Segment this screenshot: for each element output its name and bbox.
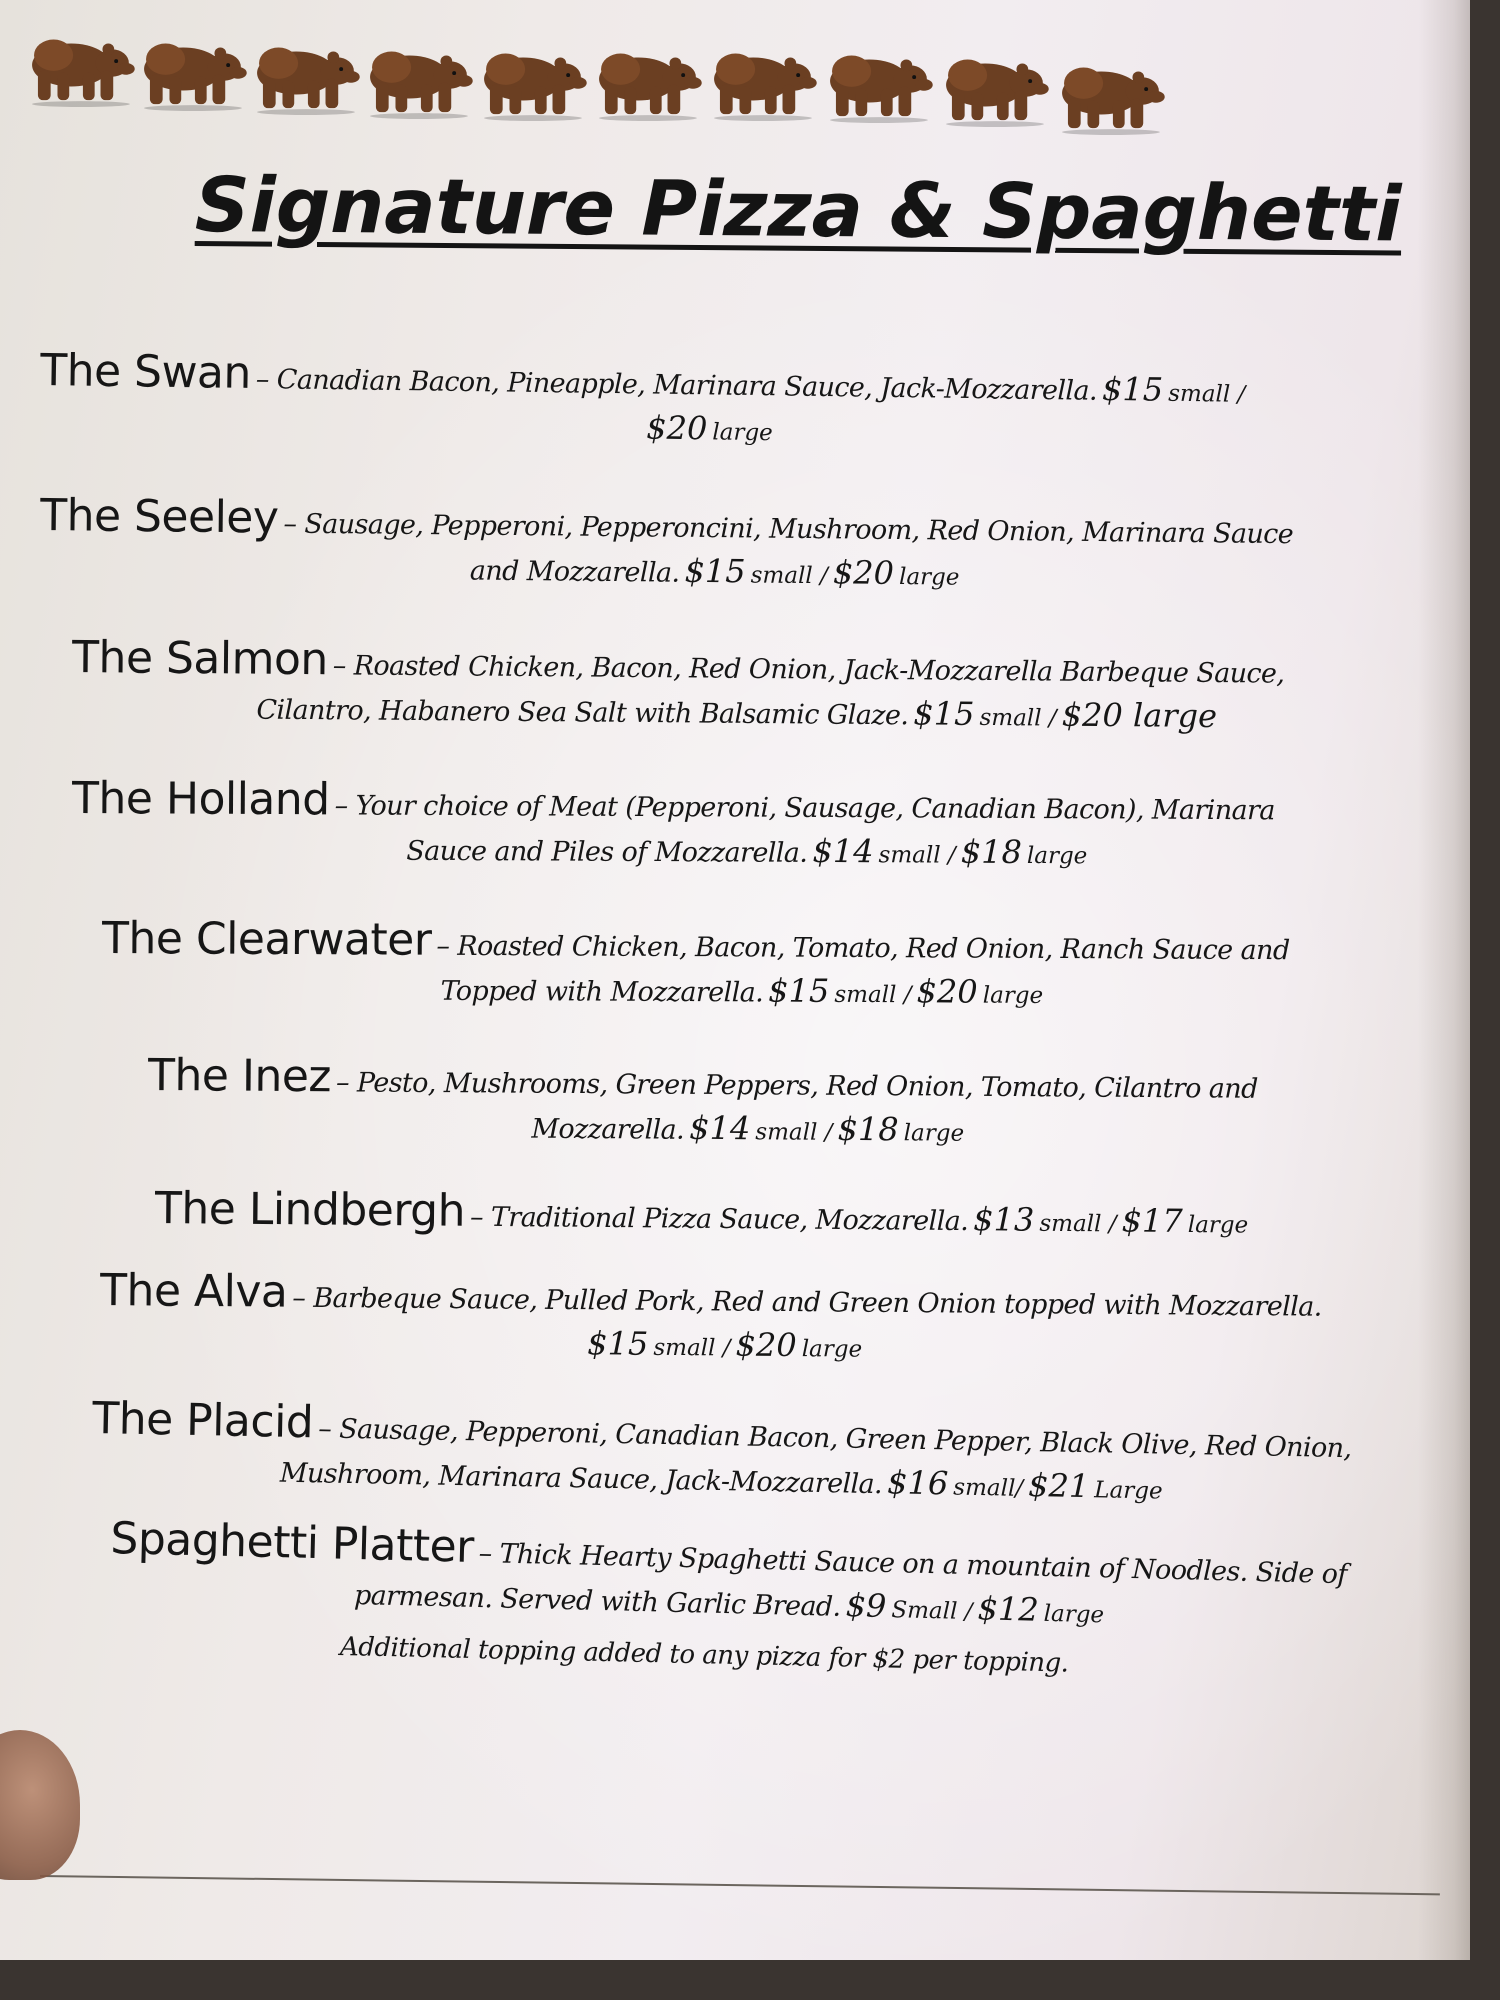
size-large-label: large	[1026, 843, 1088, 870]
dash: –	[283, 508, 305, 540]
item-description: Canadian Bacon, Pineapple, Marinara Sauce, Jack-Mozzarella.	[276, 364, 1098, 407]
item-description: Your choice of Meat (Pepperoni, Sausage, Canadian Bacon), Marinara	[355, 790, 1275, 827]
page-title: Signature Pizza & Spaghetti	[194, 160, 1402, 259]
item-description: Traditional Pizza Sauce, Mozzarella.	[490, 1201, 969, 1238]
menu-item	[72, 632, 1363, 736]
page-bottom-border	[40, 1875, 1440, 1895]
size-small-label: small /	[755, 1119, 833, 1146]
item-description: Sausage, Pepperoni, Canadian Bacon, Green Pepper, Black Olive, Red Onion,	[338, 1413, 1352, 1465]
size-small-label: small /	[878, 842, 956, 869]
item-description: Roasted Chicken, Bacon, Red Onion, Jack-Mozzarella Barbeque Sauce,	[353, 650, 1285, 690]
item-description: Barbeque Sauce, Pulled Pork, Red and Green Onion topped with Mozzarella.	[313, 1282, 1322, 1323]
size-large-label: Large	[1094, 1477, 1163, 1505]
menu-item-line2	[102, 968, 1362, 1013]
price-small: $14	[812, 831, 874, 871]
item-name: The Salmon	[71, 632, 329, 686]
menu-item-line1	[148, 1050, 1348, 1109]
bear-icon	[934, 40, 1052, 128]
dash: –	[255, 364, 277, 396]
item-name: The Seeley	[39, 490, 279, 544]
size-small-label: small /	[653, 1334, 731, 1362]
item-description: Thick Hearty Spaghetti Sauce on a mountain of Noodles. Side of	[499, 1538, 1348, 1591]
size-small-label: small/	[953, 1474, 1024, 1502]
price-large: $20	[735, 1325, 797, 1365]
price-large: $12	[977, 1589, 1040, 1629]
menu-item-line2	[72, 687, 1362, 736]
menu-item-line2	[100, 1320, 1350, 1369]
size-small-label: small /	[1168, 380, 1246, 408]
bear-icon	[472, 34, 590, 122]
size-large-label: large	[1187, 1212, 1249, 1239]
menu-item	[39, 345, 1360, 456]
menu-item	[102, 913, 1362, 1013]
price-large: $18	[960, 832, 1022, 871]
price-small: $16	[886, 1463, 949, 1503]
price-small: $15	[684, 551, 746, 591]
bear-icon	[1050, 48, 1168, 136]
menu-item-line1	[72, 773, 1362, 831]
menu-item-line2	[72, 828, 1362, 873]
item-description: Mozzarella.	[531, 1113, 685, 1146]
menu-item	[148, 1050, 1349, 1151]
size-small-label: small /	[979, 704, 1057, 732]
item-name: The Inez	[147, 1050, 332, 1103]
price-large: $20	[645, 408, 708, 448]
bear-icon	[245, 28, 363, 116]
menu-item	[40, 490, 1361, 597]
item-name: The Clearwater	[101, 913, 432, 966]
price-small: $14	[689, 1108, 751, 1148]
item-name: The Lindbergh	[154, 1183, 466, 1237]
menu-item-line2	[40, 545, 1360, 597]
price-small: $15	[768, 971, 830, 1010]
item-name: The Swan	[39, 345, 252, 399]
bear-icon	[358, 32, 476, 120]
size-large-label: large	[982, 982, 1044, 1009]
item-description: Topped with Mozzarella.	[440, 975, 764, 1009]
menu-item-line1	[102, 913, 1362, 971]
item-name: The Holland	[71, 773, 330, 826]
dash: –	[469, 1201, 492, 1233]
bear-icon	[702, 34, 820, 122]
bear-icon	[132, 24, 250, 112]
item-name: Spaghetti Platter	[109, 1513, 475, 1573]
page-edge-shadow	[1418, 0, 1470, 1960]
menu-item-line1	[100, 1265, 1350, 1327]
menu-item	[155, 1183, 1355, 1244]
dash: –	[292, 1282, 314, 1314]
bear-border	[20, 20, 1360, 140]
item-description: Roasted Chicken, Bacon, Tomato, Red Onion, Ranch Sauce and	[457, 930, 1290, 967]
dash: –	[436, 930, 458, 962]
price-small: $15	[1101, 369, 1164, 409]
menu-item-line1	[72, 632, 1362, 694]
item-description: and Mozzarella.	[469, 555, 680, 589]
menu-item	[109, 1513, 1351, 1636]
size-small-label: Small /	[891, 1597, 973, 1626]
size-large-label: large	[898, 563, 960, 591]
menu-item-line1	[155, 1183, 1355, 1244]
item-description: Cilantro, Habanero Sea Salt with Balsamic Glaze.	[256, 694, 909, 732]
additional-topping-note: Additional topping added to any pizza for $2 per topping.	[339, 1632, 1069, 1679]
dash: –	[332, 650, 354, 682]
dash: –	[335, 1067, 358, 1099]
item-description: Pesto, Mushrooms, Green Peppers, Red Onion, Tomato, Cilantro and	[356, 1067, 1258, 1105]
price-large: $21	[1027, 1465, 1090, 1506]
price-large: $18	[837, 1109, 899, 1149]
price-small: $15	[587, 1324, 649, 1363]
menu-item	[91, 1393, 1353, 1510]
size-small-label: small /	[750, 562, 828, 590]
menu-item-line2	[148, 1105, 1348, 1151]
bear-icon	[818, 36, 936, 124]
dash: –	[334, 790, 356, 822]
finger	[0, 1730, 80, 1880]
menu-item	[100, 1265, 1351, 1369]
item-description: Sauce and Piles of Mozzarella.	[406, 835, 808, 869]
size-large-label: large	[712, 419, 773, 447]
menu-item-line1	[40, 490, 1360, 555]
price-small: $9	[845, 1585, 887, 1625]
bear-icon	[20, 20, 138, 108]
dash: –	[317, 1413, 340, 1445]
size-small-label: small /	[1039, 1210, 1117, 1238]
price-large: $20	[916, 972, 978, 1011]
price-large: $20 large	[1061, 695, 1218, 735]
size-large-label: large	[903, 1120, 965, 1147]
item-description: Sausage, Pepperoni, Pepperoncini, Mushroom, Red Onion, Marinara Sauce	[304, 508, 1294, 551]
price-large: $17	[1121, 1201, 1183, 1240]
menu-item	[72, 773, 1362, 873]
price-small: $15	[913, 694, 975, 733]
bear-icon	[587, 34, 705, 122]
item-name: The Placid	[91, 1393, 314, 1449]
price-large: $20	[832, 553, 895, 592]
item-name: The Alva	[99, 1265, 288, 1318]
item-description: parmesan. Served with Garlic Bread.	[353, 1579, 841, 1623]
item-description: Mushroom, Marinara Sauce, Jack-Mozzarella.	[279, 1457, 883, 1501]
price-small: $13	[973, 1200, 1035, 1239]
size-small-label: small /	[834, 981, 912, 1009]
dash: –	[478, 1538, 500, 1570]
size-large-label: large	[1043, 1600, 1105, 1629]
size-large-label: large	[801, 1336, 863, 1363]
